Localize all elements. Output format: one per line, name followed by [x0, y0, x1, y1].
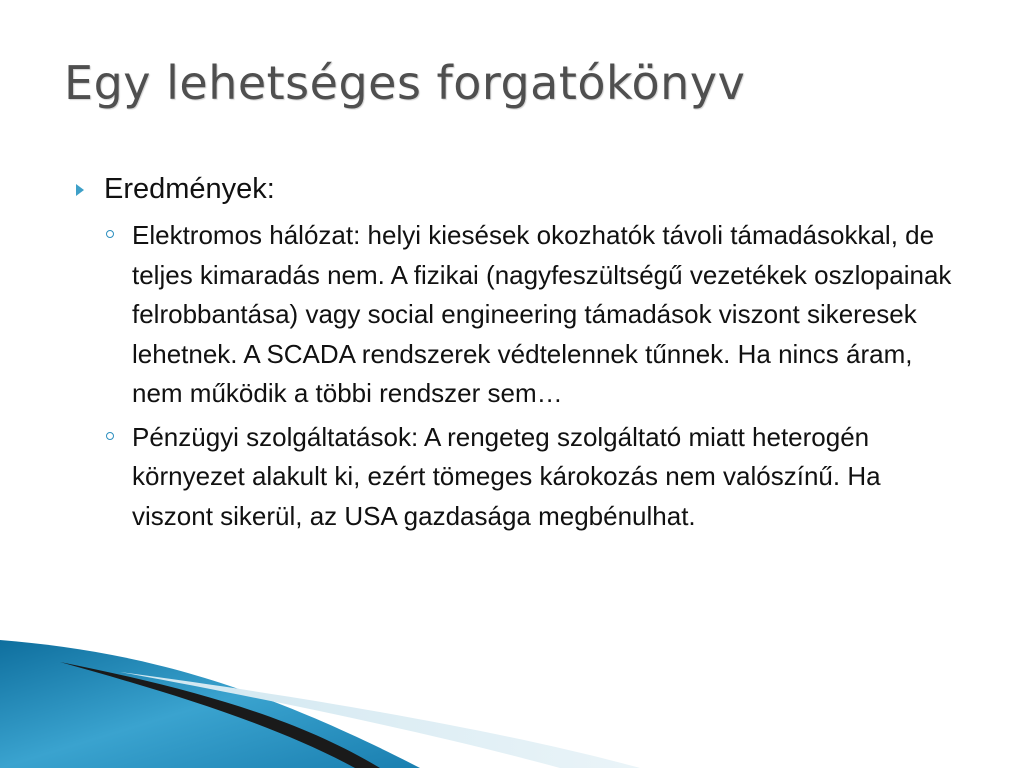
circle-bullet-icon: [106, 230, 114, 238]
triangle-bullet-icon: [76, 184, 84, 196]
circle-bullet-icon: [106, 432, 114, 440]
slide-title: Egy lehetséges forgatókönyv: [64, 56, 746, 110]
bullet-level2-text: Pénzügyi szolgáltatások: A rengeteg szolgáltató miatt heterogén környezet alakult ki, ezért tömeges károkozás nem valószínű. Ha viszont sikerül, az USA gazdasága megbénulhat.: [132, 421, 881, 531]
bullet-level2-text: Elektromos hálózat: helyi kiesések okozhatók távoli támadásokkal, de teljes kimaradás nem. A fizikai (nagyfeszültségű vezetékek oszlopainak felrobbantása) vagy social engineering támadások viszont sikeresek lehetnek. A SCADA rendszerek védtelennek tűnnek. Ha nincs áram, nem működik a többi rendszer sem…: [132, 220, 952, 408]
bullet-level1-text: Eredmények:: [104, 173, 275, 205]
bullet-level2: [132, 418, 962, 537]
bullet-level2: [132, 216, 962, 414]
bullet-level1: [72, 170, 972, 208]
slide-content: [72, 170, 972, 536]
